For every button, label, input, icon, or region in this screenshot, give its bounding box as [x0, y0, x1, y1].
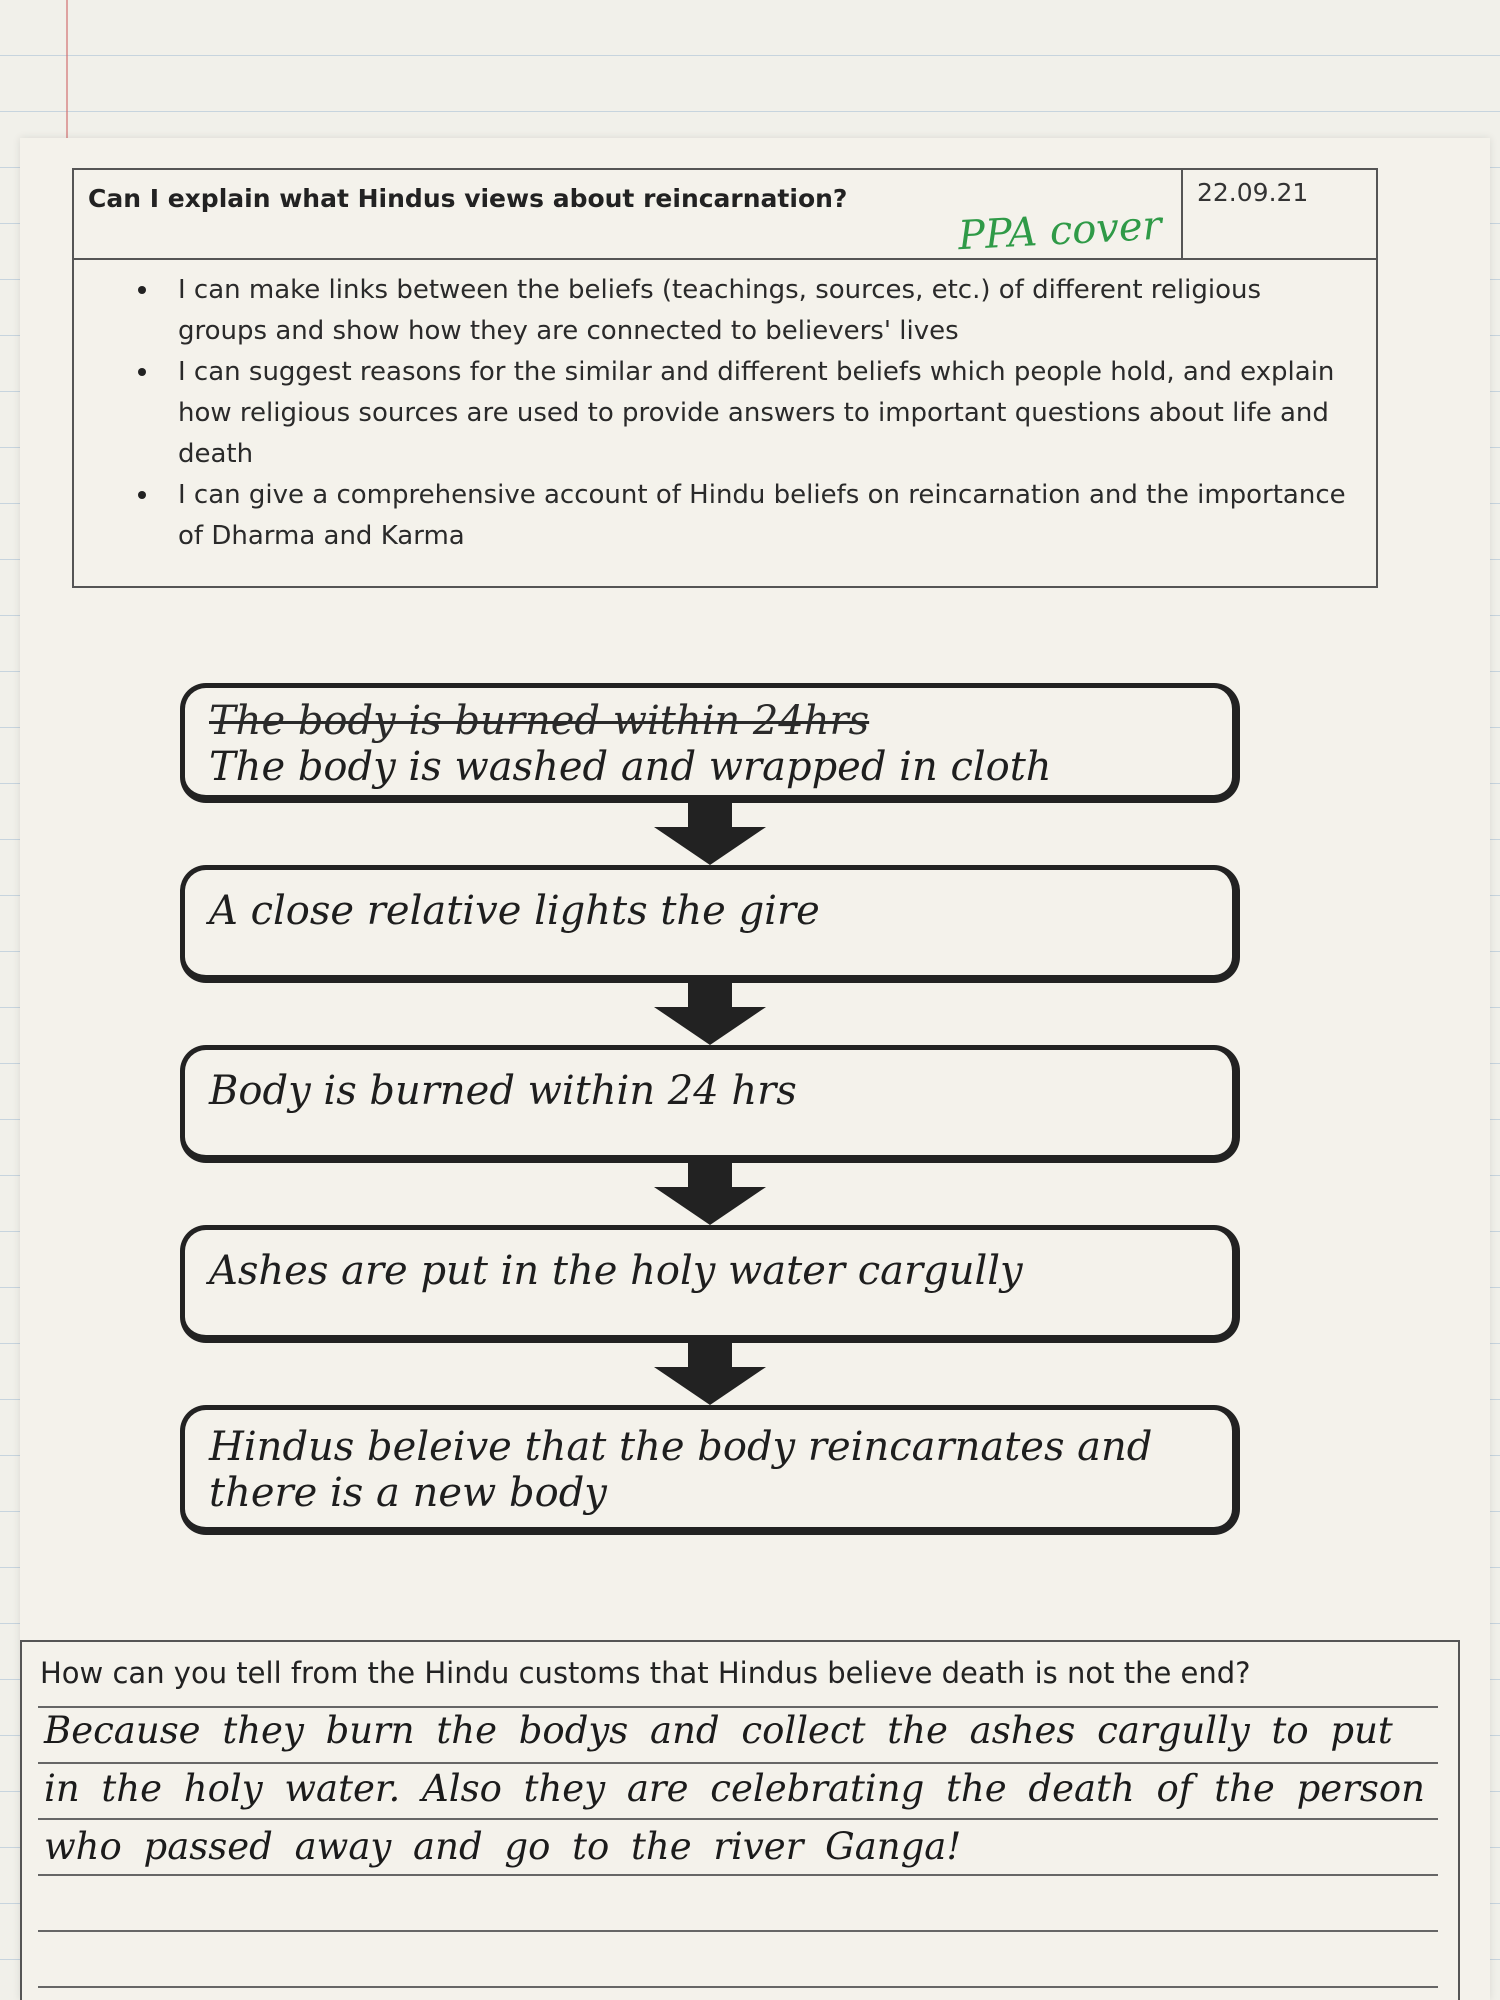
- step-text: Ashes are put in the holy water cargully: [209, 1248, 1023, 1294]
- lesson-date: 22.09.21: [1197, 178, 1309, 207]
- flow-step-3: [180, 1045, 1240, 1163]
- answer-line: [38, 1986, 1438, 1988]
- flow-step-1: [180, 683, 1240, 803]
- flow-step-2: [180, 865, 1240, 983]
- criterion-text: I can make links between the beliefs (teachings, sources, etc.) of different religious groups and show how they are connected to believers' lives: [178, 275, 1262, 346]
- question-box: [20, 1640, 1460, 2000]
- step-text: A close relative lights the gire: [209, 888, 820, 934]
- crossed-out-text: The body is burned within 24hrs: [209, 698, 870, 744]
- date-cell: [1181, 170, 1376, 258]
- success-criterion: [160, 270, 1350, 352]
- question-prompt: How can you tell from the Hindu customs that Hindus believe death is not the end?: [40, 1656, 1251, 1690]
- success-criteria-list: [134, 270, 1350, 557]
- teacher-annotation: PPA cover: [956, 202, 1163, 260]
- step-text: Body is burned within 24 hrs: [209, 1068, 797, 1114]
- criterion-text: I can suggest reasons for the similar and different beliefs which people hold, and explain how religious sources are used to provide answers to important questions about life and death: [178, 357, 1335, 469]
- criterion-text: I can give a comprehensive account of Hindu beliefs on reincarnation and the importance of Dharma and Karma: [178, 480, 1346, 551]
- down-arrow-icon: [650, 1343, 770, 1405]
- down-arrow-icon: [650, 1163, 770, 1225]
- flow-step-4: [180, 1225, 1240, 1343]
- flow-step-5: [180, 1405, 1240, 1535]
- learning-objective-question: Can I explain what Hindus views about reincarnation?: [88, 184, 848, 213]
- learning-objective-box: [72, 168, 1378, 588]
- bullet-icon: [138, 368, 146, 376]
- success-criterion: [160, 475, 1350, 557]
- success-criterion: [160, 352, 1350, 475]
- answer-line: [38, 1930, 1438, 1932]
- down-arrow-icon: [650, 983, 770, 1045]
- bullet-icon: [138, 286, 146, 294]
- flow-step-text: [209, 698, 1209, 790]
- table-divider: [74, 258, 1376, 260]
- step-text: The body is washed and wrapped in cloth: [209, 744, 1052, 790]
- worksheet: [20, 138, 1490, 2000]
- handwritten-answer: Because they burn the bodys and collect the ashes cargully to put in the holy water. Also they are celebrating the death of the person who passed away and go to the river Ganga!: [44, 1709, 1425, 1868]
- bullet-icon: [138, 491, 146, 499]
- step-text: Hindus beleive that the body reincarnates and there is a new body: [209, 1424, 1153, 1516]
- down-arrow-icon: [650, 803, 770, 865]
